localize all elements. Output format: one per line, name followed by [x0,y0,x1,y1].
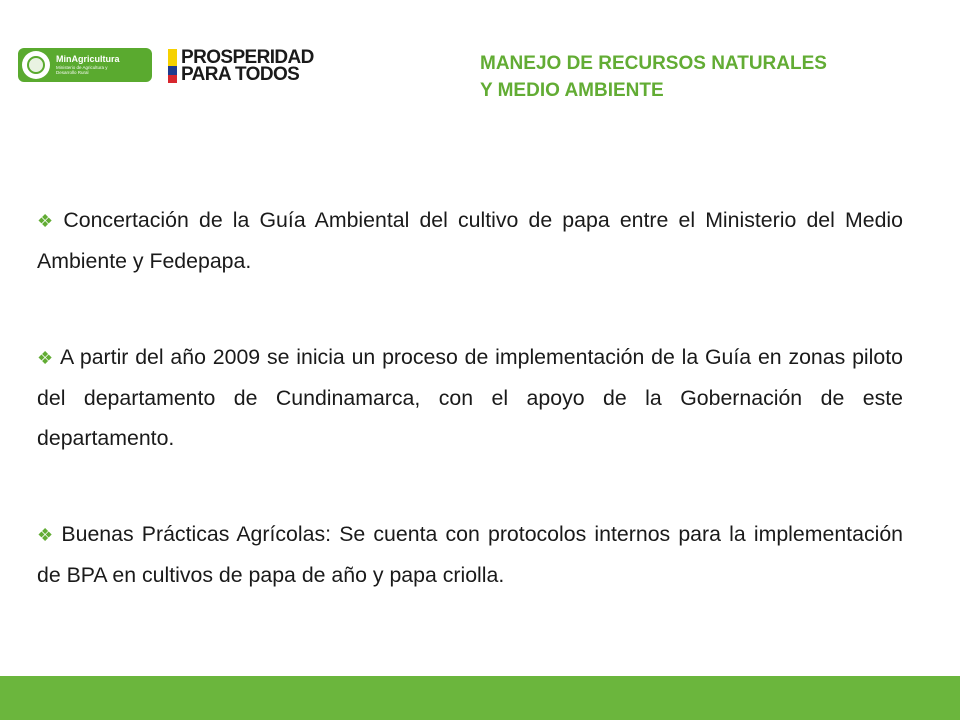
diamond-bullet-icon: ❖ [37,211,58,231]
prosperidad-para-todos-logo [168,46,314,86]
bullet-text: A partir del año 2009 se inicia un proceso de implementación de la Guía en zonas piloto del departamento de Cundinamarca, con el apoyo de la Gobernación de este departamento. [37,345,903,450]
slogan-line-2: PARA TODOS [181,64,300,85]
footer-bar [0,676,960,720]
ministry-logo-text [56,55,120,75]
slide-title-line-2: Y MEDIO AMBIENTE [480,80,664,101]
slide-header [0,0,960,130]
bullet-text: Buenas Prácticas Agrícolas: Se cuenta con protocolos internos para la implementación de BPA en cultivos de papa de año y papa criolla. [37,522,904,587]
slogan-text [181,49,314,83]
diamond-bullet-icon: ❖ [37,348,55,368]
colombia-flag-icon [168,49,177,83]
slide-title-line-1: MANEJO DE RECURSOS NATURALES [480,53,827,74]
slide-title [480,50,827,104]
minagricultura-logo [18,48,152,82]
slogan-line-1: PROSPERIDAD [181,47,314,68]
diamond-bullet-icon: ❖ [37,525,56,545]
bullet-item [37,200,903,281]
bullet-item [37,514,903,595]
ministry-logo-name: MinAgricultura [56,54,120,64]
bullet-list [37,200,903,595]
ministry-logo-subtitle: Ministerio de Agricultura y Desarrollo Rural [56,65,108,75]
coat-of-arms-icon [22,51,50,79]
bullet-item [37,337,903,458]
bullet-text: Concertación de la Guía Ambiental del cultivo de papa entre el Ministerio del Medio Ambiente y Fedepapa. [37,208,904,273]
